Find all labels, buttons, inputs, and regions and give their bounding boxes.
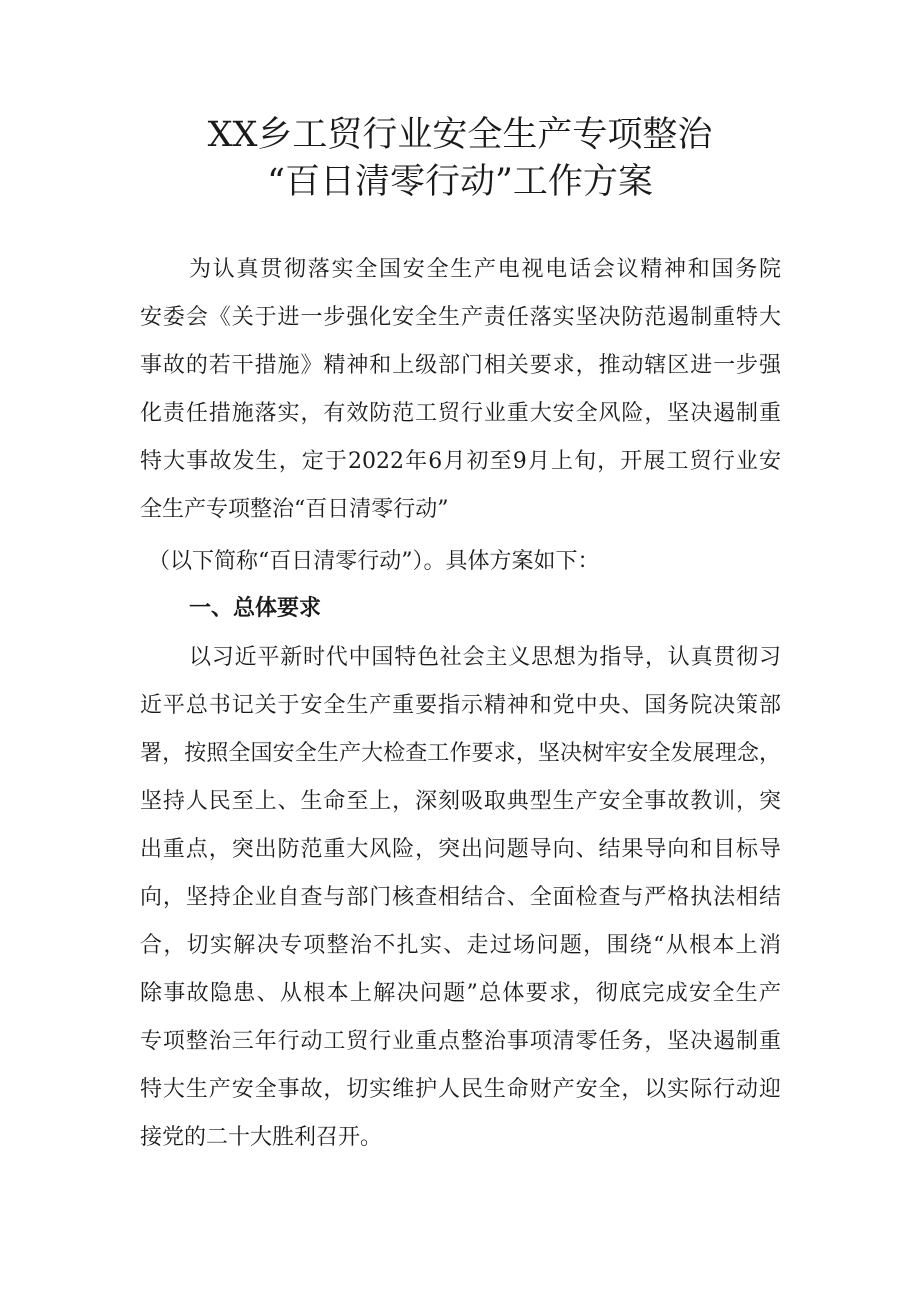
intro-line-5: 特大事故发生，定于2022年6月初至9月上旬，开展工贸行业安 — [140, 449, 781, 474]
intro-line-1: 为认真贯彻落实全国安全生产电视电话会议精神和国务院 — [189, 257, 781, 282]
section1-line-5: 出重点，突出防范重大风险，突出问题导向、结果导向和目标导 — [140, 837, 781, 862]
intro-line-3: 事故的若干措施》精神和上级部门相关要求，推动辖区进一步强 — [140, 353, 781, 378]
intro-line-4: 化责任措施落实，有效防范工贸行业重大安全风险，坚决遏制重 — [140, 401, 781, 426]
section1-line-2: 近平总书记关于安全生产重要指示精神和党中央、国务院决策部 — [140, 693, 781, 718]
intro-line-6: 全生产专项整治“百日清零行动” — [140, 497, 449, 522]
section1-line-11: 接党的二十大胜利召开。 — [140, 1125, 383, 1150]
section1-line-9: 专项整治三年行动工贸行业重点整治事项清零任务，坚决遏制重 — [140, 1029, 781, 1054]
section1-line-10: 特大生产安全事故，切实维护人民生命财产安全，以实际行动迎 — [140, 1077, 781, 1102]
section1-line-3: 署，按照全国安全生产大检查工作要求，坚决树牢安全发展理念， — [140, 741, 781, 766]
section1-line-7: 合，切实解决专项整治不扎实、走过场问题，围绕“从根本上消 — [140, 933, 781, 958]
section1-line-4: 坚持人民至上、生命至上，深刻吸取典型生产安全事故教训，突 — [140, 789, 781, 814]
section-heading-overall-requirements: 一、总体要求 — [189, 596, 322, 621]
document-title-line-2: “百日清零行动”工作方案 — [267, 162, 653, 202]
section1-line-6: 向，坚持企业自查与部门核查相结合、全面检查与严格执法相结 — [140, 885, 781, 910]
document-title-line-1: XX乡工贸行业安全生产专项整治 — [207, 115, 713, 155]
intro-line-2: 安委会《关于进一步强化安全生产责任落实坚决防范遏制重特大 — [140, 305, 781, 330]
section1-line-8: 除事故隐患、从根本上解决问题”总体要求，彻底完成安全生产 — [140, 981, 781, 1006]
intro-line-7: （以下简称“百日清零行动”）。具体方案如下： — [148, 549, 600, 574]
section1-line-1: 以习近平新时代中国特色社会主义思想为指导，认真贯彻习 — [189, 645, 781, 670]
